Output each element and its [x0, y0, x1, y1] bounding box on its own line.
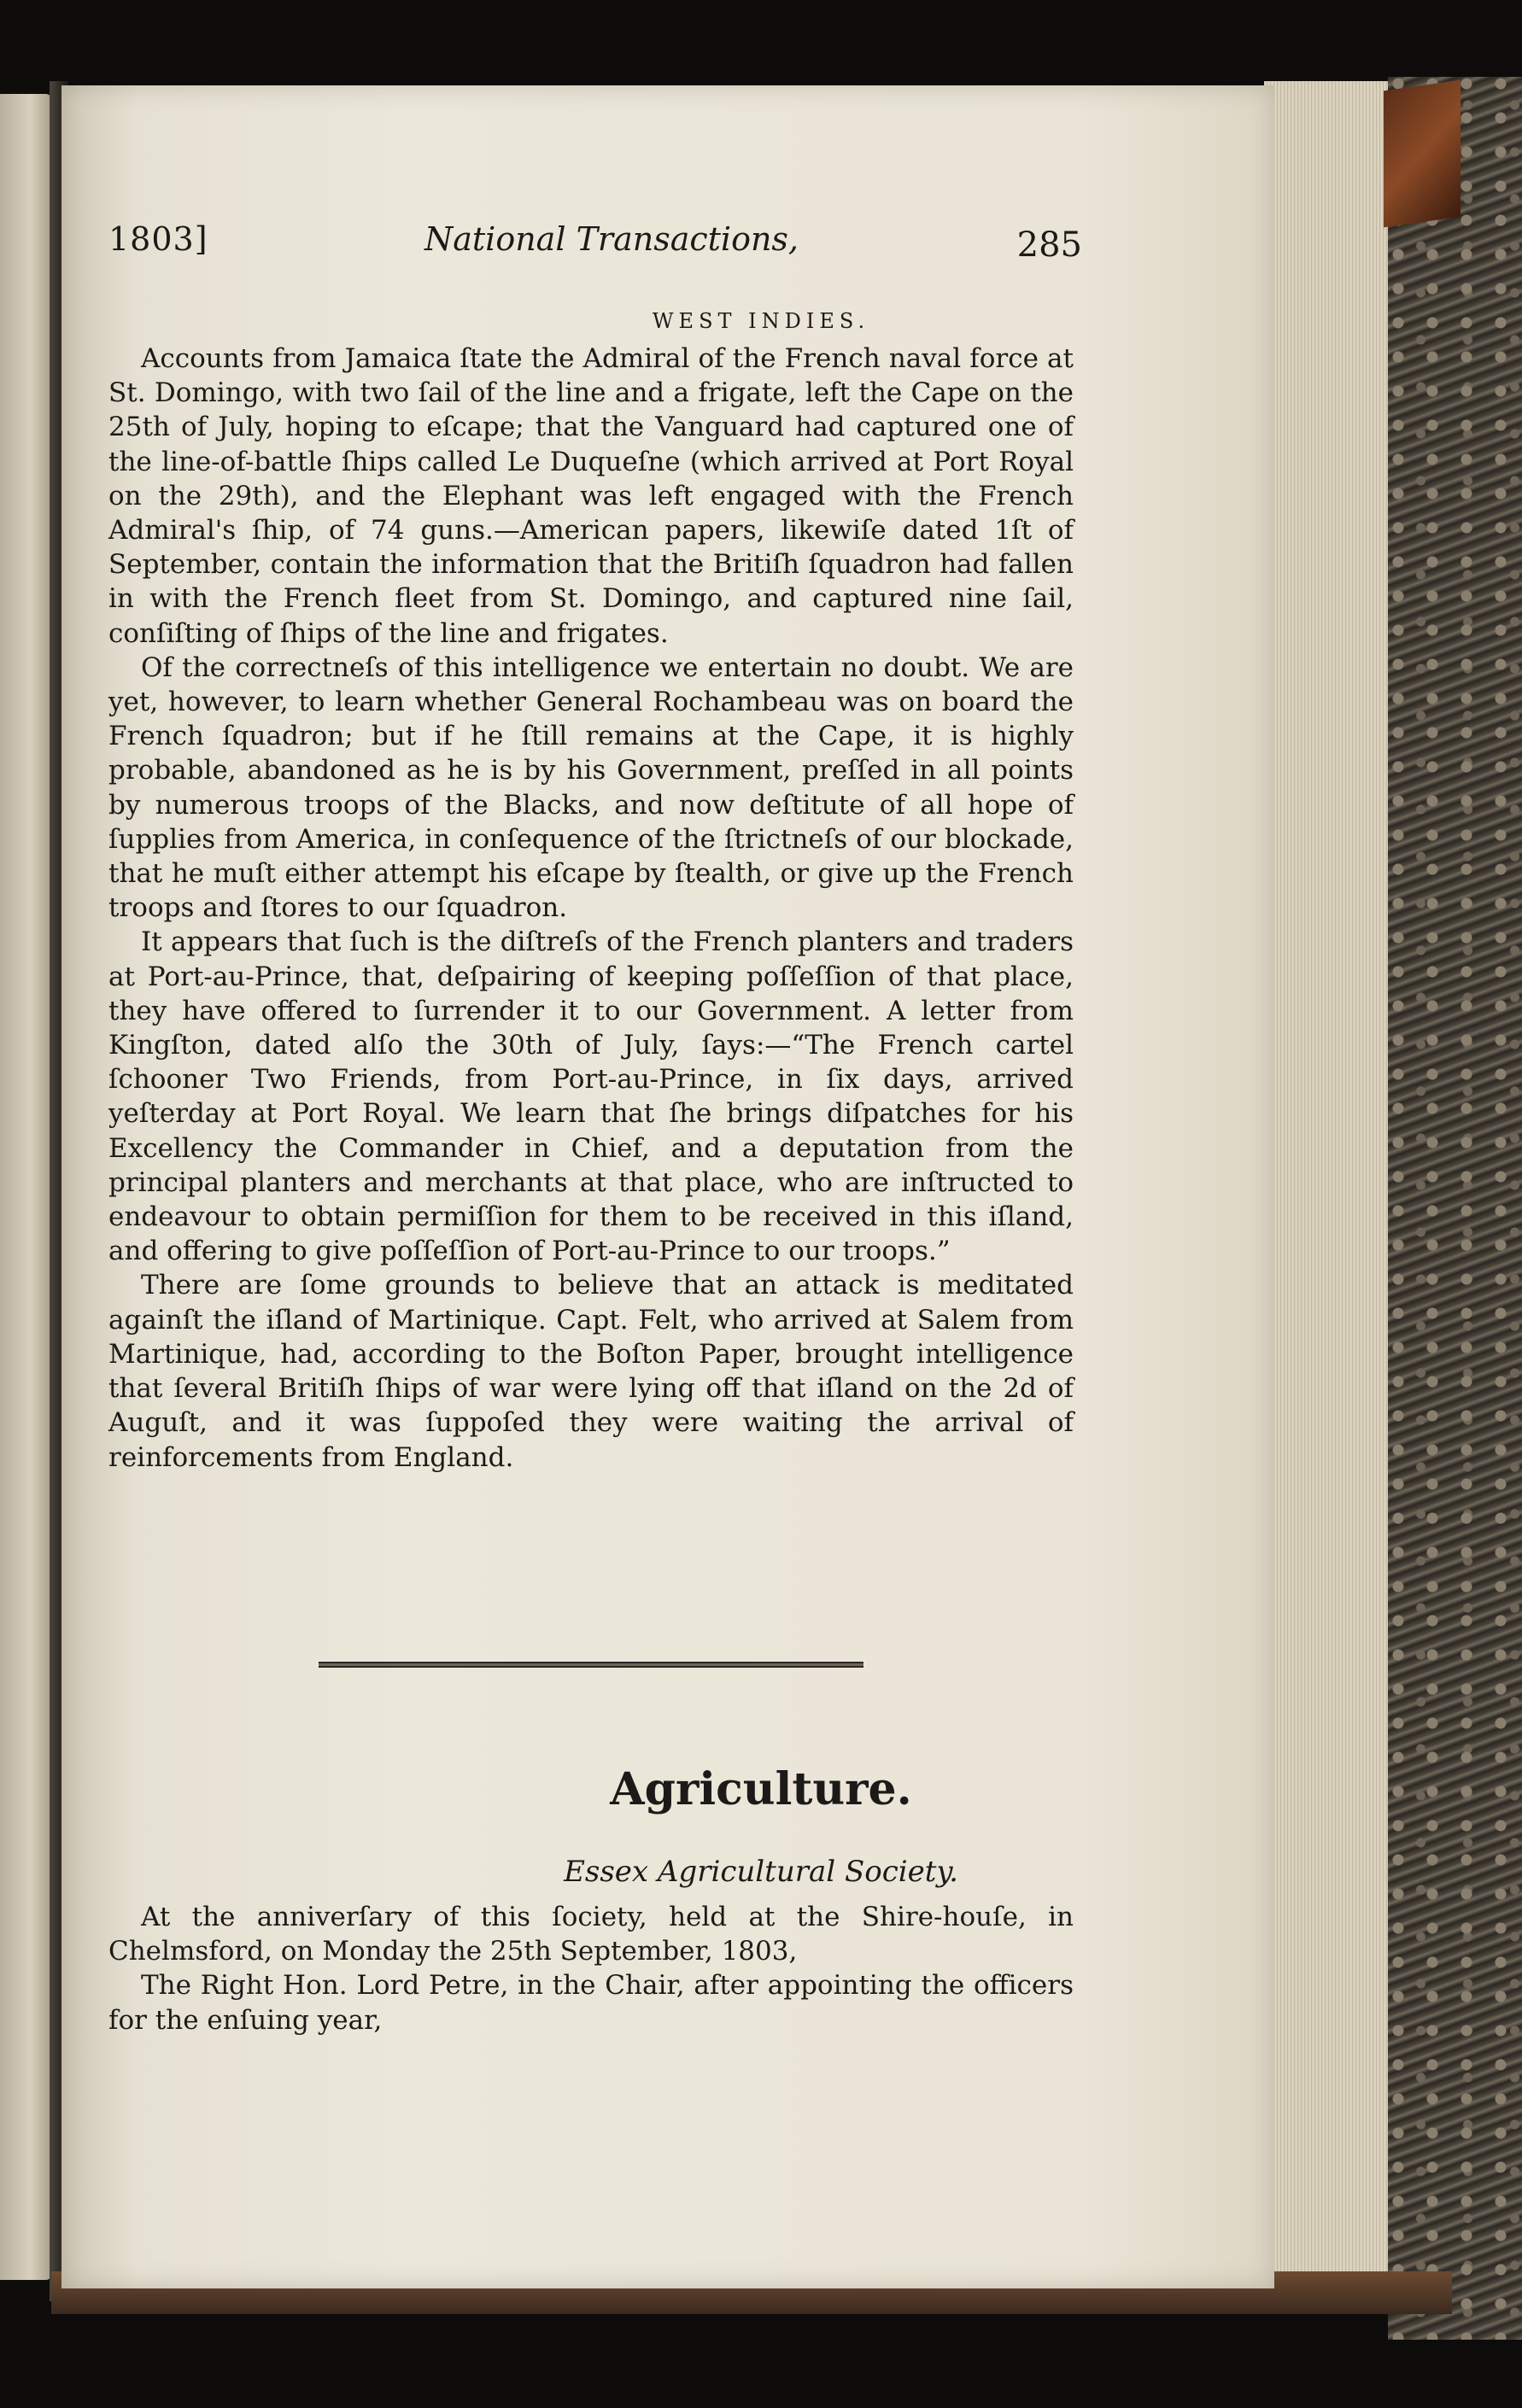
paragraph: Accounts from Jamaica ſtate the Admiral of the French naval force at St. Domingo, with two ſail of the line and a frigate, left the Cape on the 25th of July, hoping to eſcape; that the Vanguard had captured one of the line-of-battle ſhips called Le Duqueſne (which arrived at Port Royal on the 29th), and the Elephant was left engaged with the French Admiral's ſhip, of 74 guns.—American papers, likewiſe dated 1ſt of September, contain the information that the Britiſh ſquadron had fallen in with the French fleet from St. Domingo, and captured nine ſail, conſiſting of ſhips of the line and frigates. [108, 343, 1074, 649]
section-heading-west-indies: WEST INDIES. [652, 309, 870, 333]
facing-page-edge [0, 94, 51, 2280]
page-number: 285 [1016, 225, 1082, 265]
page-edges [1264, 81, 1392, 2301]
running-head-year: 1803] [108, 220, 208, 258]
paragraph: It appears that ſuch is the diſtreſs of the French planters and traders at Port-au-Prince, that, deſpairing of keeping poſſeſſion of that place, they have offered to ſurrender it to our Government. A letter from Kingſton, dated alſo the 30th of July, ſays:—“The French cartel ſchooner Two Friends, from Port-au-Prince, in ſix days, arrived yeſterday at Port Royal. We learn that ſhe brings diſpatches for his Excellency the Commander in Chief, and a deputation from the principal planters and merchants at that place, who are inſtructed to endeavour to obtain permiſſion for them to be received in this iſland, and offering to give poſſeſſion of Port-au-Prince to our troops.” [108, 926, 1074, 1267]
paragraph: Of the correctneſs of this intelligence we entertain no doubt. We are yet, however, to learn whether General Rochambeau was on board the French ſquadron; but if he ſtill remains at the Cape, it is highly probable, abandoned as he is by his Government, preſſed in all points by numerous troops of the Blacks, and now deſtitute of all hope of ſupplies from America, in conſequence of the ſtrictneſs of our blockade, that he muſt either attempt his eſcape by ſtealth, or give up the French troops and ſtores to our ſquadron. [108, 652, 1074, 924]
west-indies-text [108, 342, 1074, 1475]
section-heading-agriculture: Agriculture. [610, 1763, 912, 1815]
paragraph: The Right Hon. Lord Petre, in the Chair, after appointing the officers for the enſuing year, [108, 1970, 1074, 2036]
leather-corner [1384, 80, 1461, 228]
section-divider [319, 1662, 863, 1668]
running-head [108, 220, 1082, 272]
marbled-cover-board [1388, 77, 1522, 2340]
paragraph: There are ſome grounds to believe that an attack is meditated againſt the iſland of Martinique. Capt. Felt, who arrived at Salem from Martinique, had, according to the Boſton Paper, brought intelligence that ſeveral Britiſh ſhips of war were lying off that iſland on the 2d of Auguſt, and it was ſuppoſed they were waiting the arrival of reinforcements from England. [108, 1270, 1074, 1473]
society-subheading: Essex Agricultural Society. [564, 1855, 958, 1889]
running-head-title: National Transactions, [424, 220, 799, 258]
paragraph: At the anniverſary of this ſociety, held at the Shire-houſe, in Chelmsford, on Monday the 25th September, 1803, [108, 1902, 1074, 1967]
agriculture-text [108, 1900, 1074, 2037]
